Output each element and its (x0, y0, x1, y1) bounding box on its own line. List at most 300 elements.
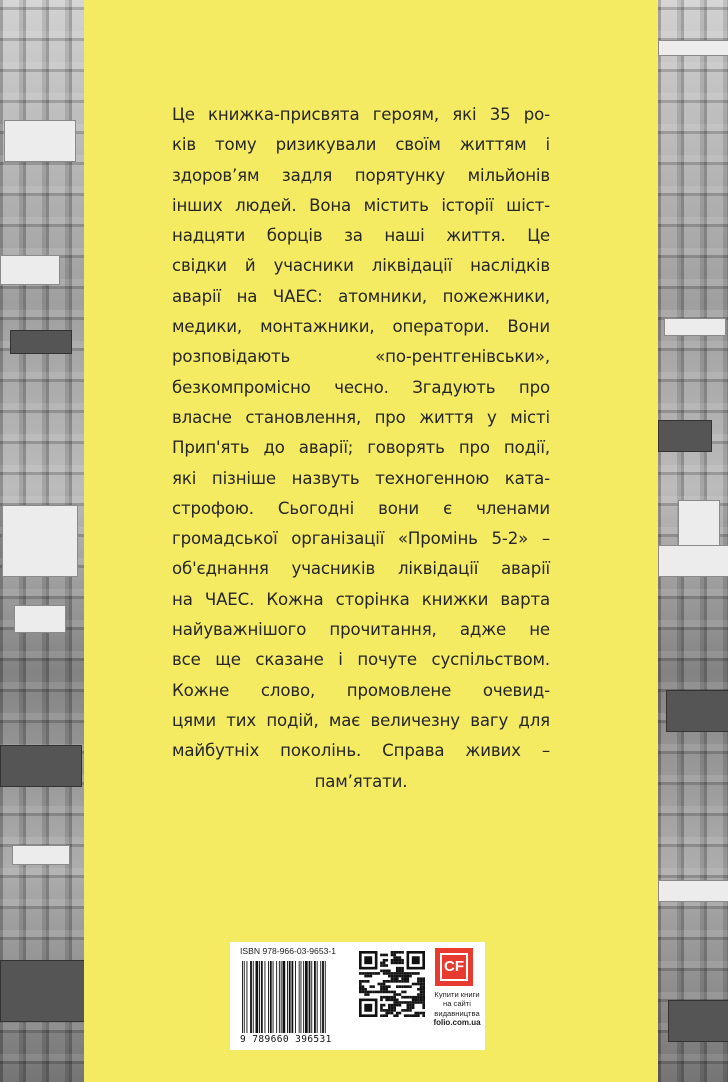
barcode-bar (314, 961, 316, 1033)
qr-module (420, 1001, 423, 1004)
qr-module (396, 977, 399, 980)
qr-module (412, 1001, 415, 1004)
barcode-bar (265, 961, 266, 1033)
barcode-bar (281, 961, 282, 1033)
barcode-bar (305, 961, 308, 1033)
qr-module (407, 985, 410, 988)
qr-module (388, 996, 391, 999)
qr-module (364, 991, 367, 994)
blurb-line: ків тому ризикували своїм життям і (172, 135, 550, 155)
qr-module (393, 1004, 396, 1007)
qr-module (367, 993, 370, 996)
qr-module (364, 988, 367, 991)
qr-module (401, 977, 404, 980)
qr-module (399, 956, 402, 959)
qr-module (393, 991, 396, 994)
blurb-line: надцяти борців за наші життя. Це (172, 226, 550, 246)
qr-module (404, 975, 407, 978)
publisher-logo (435, 948, 473, 986)
qr-module (407, 1014, 410, 1017)
qr-module (412, 999, 415, 1002)
barcode-bar (253, 961, 254, 1033)
qr-module (399, 985, 402, 988)
qr-module (385, 999, 388, 1002)
qr-module (391, 954, 394, 957)
qr-module (422, 1001, 425, 1004)
qr-module (404, 1009, 407, 1012)
qr-module (396, 959, 399, 962)
qr-module (359, 985, 362, 988)
qr-module (393, 956, 396, 959)
qr-module (407, 1004, 410, 1007)
qr-module (383, 983, 386, 986)
qr-module (420, 985, 423, 988)
qr-module (383, 991, 386, 994)
qr-module (385, 1009, 388, 1012)
qr-module (377, 972, 380, 975)
barcode-bar (287, 961, 288, 1033)
qr-module (383, 972, 386, 975)
qr-module (396, 980, 399, 983)
qr-module (383, 1009, 386, 1012)
qr-module (383, 964, 386, 967)
qr-module (391, 999, 394, 1002)
qr-module (393, 1014, 396, 1017)
qr-module (422, 1004, 425, 1007)
qr-module (409, 1009, 412, 1012)
qr-module (385, 996, 388, 999)
qr-module (409, 1004, 412, 1007)
qr-module (380, 985, 383, 988)
barcode-bar (276, 961, 277, 1033)
qr-module (414, 972, 417, 975)
qr-module (420, 996, 423, 999)
blurb-line: свідки й учасники ліквідації наслідків (172, 256, 550, 276)
buy-line-2: на сайті (443, 999, 471, 1009)
qr-module (422, 996, 425, 999)
qr-module (422, 985, 425, 988)
barcode-bar (242, 961, 243, 1033)
blurb-line: все ще сказане і почуте суспільством. (172, 650, 550, 670)
qr-module (388, 1012, 391, 1015)
qr-module (404, 1014, 407, 1017)
qr-module (380, 964, 383, 967)
qr-module (420, 983, 423, 986)
qr-module (388, 1006, 391, 1009)
qr-module (385, 980, 388, 983)
qr-module (388, 1004, 391, 1007)
blurb-line: найуважнішого прочитання, адже не (172, 620, 550, 640)
qr-module (377, 983, 380, 986)
blurb-line: розповідають «по-рентгенівськи», (172, 347, 550, 367)
background-photo-left (0, 0, 84, 1082)
barcode-bar (292, 961, 294, 1033)
qr-module (407, 980, 410, 983)
barcode-bar (259, 961, 260, 1033)
qr-module (388, 969, 391, 972)
qr-module (393, 1001, 396, 1004)
qr-module (362, 972, 365, 975)
qr-module (362, 985, 365, 988)
barcode-bar (301, 961, 302, 1033)
qr-module (372, 985, 375, 988)
qr-module (407, 996, 410, 999)
barcode-bar (289, 961, 291, 1033)
blurb-line: медики, монтажники, оператори. Вони (172, 317, 550, 337)
qr-module (420, 993, 423, 996)
qr-module (391, 1006, 394, 1009)
qr-module (383, 980, 386, 983)
qr-module (414, 983, 417, 986)
qr-module (385, 985, 388, 988)
qr-module (380, 1004, 383, 1007)
qr-module (420, 988, 423, 991)
blurb-line: безкомпромісно чесно. Згадують про (172, 377, 550, 397)
qr-module (380, 996, 383, 999)
qr-module (388, 972, 391, 975)
qr-module (364, 956, 372, 964)
qr-module (383, 969, 386, 972)
blurb-line: які пізніше назвуть техногенною ката- (172, 468, 550, 488)
qr-module (391, 980, 394, 983)
qr-module (401, 991, 404, 994)
blurb-line: пам’ятати. (314, 771, 408, 791)
qr-module (370, 985, 373, 988)
qr-module (412, 1006, 415, 1009)
barcode-bar (322, 961, 324, 1033)
barcode-bar (311, 961, 312, 1033)
qr-module (385, 972, 388, 975)
qr-module (412, 1014, 415, 1017)
qr-module (417, 972, 420, 975)
qr-module (409, 975, 412, 978)
qr-module (393, 980, 396, 983)
qr-module (399, 969, 402, 972)
qr-module (399, 967, 402, 970)
qr-module (367, 975, 370, 978)
qr-module (391, 996, 394, 999)
qr-module (404, 996, 407, 999)
qr-module (414, 1012, 417, 1015)
qr-module (383, 962, 386, 965)
blurb-line: аварії на ЧАЕС: атомники, пожежники, (172, 286, 550, 306)
qr-module (417, 993, 420, 996)
qr-module (396, 985, 399, 988)
qr-module (380, 983, 383, 986)
qr-module (407, 977, 410, 980)
qr-module (409, 1001, 412, 1004)
qr-module (420, 980, 423, 983)
blurb-line: Прип'ять до аварії; говорять про події, (172, 438, 550, 458)
barcode-bar (317, 961, 318, 1033)
isbn-text: ISBN 978-966-03-9653-1 (240, 946, 337, 956)
qr-module (401, 1001, 404, 1004)
qr-module (407, 975, 410, 978)
qr-module (367, 980, 370, 983)
qr-module (391, 991, 394, 994)
qr-module (401, 980, 404, 983)
qr-module (364, 980, 367, 983)
qr-module (383, 996, 386, 999)
qr-module (383, 959, 386, 962)
buy-line-3: видавництва (434, 1008, 480, 1018)
qr-module (396, 967, 399, 970)
qr-module (385, 954, 388, 957)
qr-module (396, 951, 399, 954)
barcode-bar (244, 961, 245, 1033)
qr-module (399, 962, 402, 965)
qr-module (388, 985, 391, 988)
qr-module (396, 999, 399, 1002)
qr-module (380, 962, 383, 965)
qr-module (380, 1009, 383, 1012)
barcode-bar (247, 961, 248, 1033)
barcode-bar (261, 961, 263, 1033)
barcode-bar (268, 961, 269, 1033)
barcode-digits: 9 789660 396531 (240, 1034, 332, 1045)
qr-module (399, 972, 402, 975)
barcode-bar (303, 961, 304, 1033)
qr-module (391, 1012, 394, 1015)
qr-module (404, 972, 407, 975)
qr-module (380, 991, 383, 994)
qr-module (380, 999, 383, 1002)
qr-module (409, 1006, 412, 1009)
qr-module (364, 993, 367, 996)
qr-module (417, 1014, 420, 1017)
blurb-line: здоров’ям задля порятунку мільйонів (172, 165, 550, 185)
qr-module (409, 1014, 412, 1017)
barcode-bar (299, 961, 300, 1033)
qr-module (370, 972, 373, 975)
qr-module (393, 996, 396, 999)
qr-module (391, 975, 394, 978)
barcode-bar (270, 961, 272, 1033)
blurb-line: строфою. Сьогодні вони є членами (172, 498, 550, 518)
qr-module (422, 999, 425, 1002)
book-blurb (172, 100, 550, 797)
qr-module (370, 975, 373, 978)
qr-module (422, 988, 425, 991)
qr-module (388, 980, 391, 983)
qr-module (393, 962, 396, 965)
qr-module (412, 972, 415, 975)
blurb-line: власне становлення, про життя у місті (172, 407, 550, 427)
qr-module (401, 969, 404, 972)
barcode-bar (320, 961, 321, 1033)
qr-module (417, 1012, 420, 1015)
qr-module (401, 962, 404, 965)
qr-module (422, 991, 425, 994)
qr-module (370, 991, 373, 994)
blurb-line: на ЧАЕС. Кожна сторінка книжки варта (172, 589, 550, 609)
qr-module (399, 951, 402, 954)
qr-module (399, 980, 402, 983)
qr-module (388, 975, 391, 978)
qr-module (404, 991, 407, 994)
qr-module (417, 999, 420, 1002)
qr-module (380, 988, 383, 991)
qr-module (383, 988, 386, 991)
qr-module (412, 1004, 415, 1007)
qr-module (401, 951, 404, 954)
qr-module (393, 1006, 396, 1009)
qr-module (414, 1001, 417, 1004)
qr-module (404, 1001, 407, 1004)
qr-module (399, 975, 402, 978)
barcode-panel (230, 942, 485, 1050)
qr-module (412, 996, 415, 999)
qr-module (364, 975, 367, 978)
buy-books-note (430, 990, 484, 1027)
qr-module (417, 977, 420, 980)
qr-module (404, 985, 407, 988)
qr-module (367, 972, 370, 975)
qr-module (385, 1014, 388, 1017)
qr-code (359, 951, 425, 1017)
qr-module (393, 975, 396, 978)
qr-module (404, 977, 407, 980)
qr-module (414, 1014, 417, 1017)
barcode-bar (295, 961, 296, 1033)
qr-module (401, 996, 404, 999)
blurb-line: майбутніх поколінь. Справа живих – (172, 741, 550, 761)
qr-module (364, 972, 367, 975)
qr-module (422, 1014, 425, 1017)
qr-module (393, 1009, 396, 1012)
qr-module (417, 983, 420, 986)
qr-module (393, 951, 396, 954)
qr-module (364, 1004, 372, 1012)
barcode-bar (250, 961, 252, 1033)
qr-module (409, 985, 412, 988)
blurb-line: громадської організації «Промінь 5-2» – (172, 529, 550, 549)
qr-module (391, 1004, 394, 1007)
qr-module (362, 988, 365, 991)
qr-module (393, 999, 396, 1002)
qr-module (417, 980, 420, 983)
qr-module (399, 1004, 402, 1007)
qr-module (396, 975, 399, 978)
qr-module (399, 1012, 402, 1015)
qr-module (396, 1014, 399, 1017)
qr-module (407, 1006, 410, 1009)
qr-module (380, 1014, 383, 1017)
blurb-line: об'єднання учасників ліквідації аварії (172, 559, 550, 579)
qr-module (362, 991, 365, 994)
qr-module (422, 1012, 425, 1015)
qr-module (391, 962, 394, 965)
qr-module (385, 964, 388, 967)
qr-module (385, 988, 388, 991)
qr-module (393, 959, 396, 962)
qr-module (385, 969, 388, 972)
qr-module (391, 972, 394, 975)
qr-module (396, 993, 399, 996)
qr-module (391, 977, 394, 980)
barcode-bar (256, 961, 259, 1033)
qr-module (401, 967, 404, 970)
qr-module (380, 1006, 383, 1009)
qr-module (383, 985, 386, 988)
qr-module (372, 972, 375, 975)
barcode-bar (283, 961, 286, 1033)
qr-module (420, 991, 423, 994)
buy-line-1: Купити книги (434, 990, 480, 999)
qr-module (407, 972, 410, 975)
qr-module (401, 972, 404, 975)
qr-module (362, 980, 365, 983)
qr-module (396, 1004, 399, 1007)
qr-module (388, 1009, 391, 1012)
qr-module (393, 993, 396, 996)
qr-module (414, 996, 417, 999)
qr-module (401, 959, 404, 962)
qr-module (422, 983, 425, 986)
qr-module (385, 959, 388, 962)
qr-module (401, 985, 404, 988)
qr-module (383, 1004, 386, 1007)
qr-module (359, 988, 362, 991)
qr-module (412, 983, 415, 986)
qr-module (420, 1012, 423, 1015)
qr-module (422, 1006, 425, 1009)
qr-module (420, 999, 423, 1002)
qr-module (385, 1012, 388, 1015)
qr-module (396, 962, 399, 965)
qr-module (404, 980, 407, 983)
qr-module (388, 991, 391, 994)
qr-module (380, 954, 383, 957)
qr-module (407, 1001, 410, 1004)
qr-module (377, 991, 380, 994)
qr-module (399, 1001, 402, 1004)
qr-module (417, 988, 420, 991)
ean-barcode (240, 961, 356, 1033)
qr-module (393, 977, 396, 980)
publisher-site: folio.com.ua (433, 1017, 481, 1027)
qr-module (391, 959, 394, 962)
qr-module (375, 991, 378, 994)
qr-module (396, 969, 399, 972)
qr-module (359, 980, 362, 983)
qr-module (401, 975, 404, 978)
qr-module (383, 1014, 386, 1017)
qr-module (412, 956, 420, 964)
qr-module (367, 991, 370, 994)
qr-module (359, 972, 362, 975)
publisher-logo-text: CF (440, 953, 468, 981)
qr-module (375, 972, 378, 975)
qr-module (383, 954, 386, 957)
qr-module (393, 972, 396, 975)
blurb-line: інших людей. Вона містить історії шіст- (172, 195, 550, 215)
blurb-line: Кожне слово, промовлене очевид- (172, 680, 550, 700)
barcode-bar (309, 961, 311, 1033)
qr-module (359, 983, 362, 986)
qr-module (396, 972, 399, 975)
qr-module (396, 1001, 399, 1004)
blurb-line: цями тих подій, має величезну вагу для (172, 710, 550, 730)
qr-module (409, 972, 412, 975)
qr-module (380, 969, 383, 972)
qr-module (409, 996, 412, 999)
qr-module (417, 1001, 420, 1004)
qr-module (422, 980, 425, 983)
barcode-bar (279, 961, 280, 1033)
qr-module (388, 999, 391, 1002)
barcode-bar (273, 961, 274, 1033)
